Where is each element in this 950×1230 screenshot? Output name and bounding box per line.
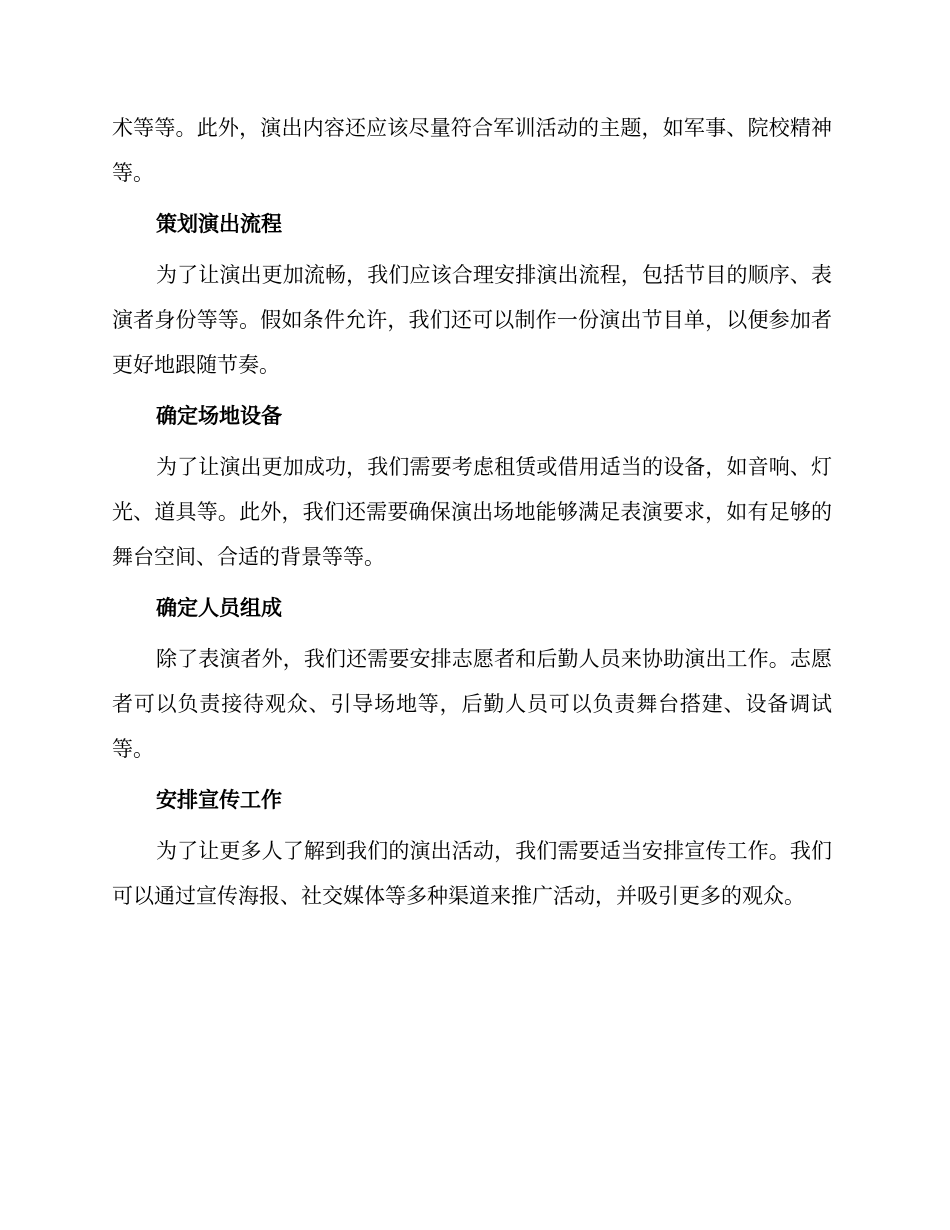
section-body-publicity: 为了让更多人了解到我们的演出活动，我们需要适当安排宣传工作。我们可以通过宣传海报、社交媒体等多种渠道来推广活动，并吸引更多的观众。 (112, 839, 832, 908)
document-page (112, 106, 832, 919)
intro-paragraph: 术等等。此外，演出内容还应该尽量符合军训活动的主题，如军事、院校精神等。 (112, 116, 832, 185)
section-heading-staff: 确定人员组成 (156, 596, 282, 620)
section-heading-plan-flow: 策划演出流程 (156, 212, 282, 236)
section-body-staff: 除了表演者外，我们还需要安排志愿者和后勤人员来协助演出工作。志愿者可以负责接待观众、引导场地等，后勤人员可以负责舞台搭建、设备调试等。 (112, 647, 832, 761)
section-heading-venue-equipment: 确定场地设备 (156, 404, 282, 428)
section-body-venue-equipment: 为了让演出更加成功，我们需要考虑租赁或借用适当的设备，如音响、灯光、道具等。此外，我们还需要确保演出场地能够满足表演要求，如有足够的舞台空间、合适的背景等等。 (112, 455, 832, 569)
section-heading-publicity: 安排宣传工作 (156, 788, 282, 812)
section-body-plan-flow: 为了让演出更加流畅，我们应该合理安排演出流程，包括节目的顺序、表演者身份等等。假如条件允许，我们还可以制作一份演出节目单，以便参加者更好地跟随节奏。 (112, 263, 832, 377)
